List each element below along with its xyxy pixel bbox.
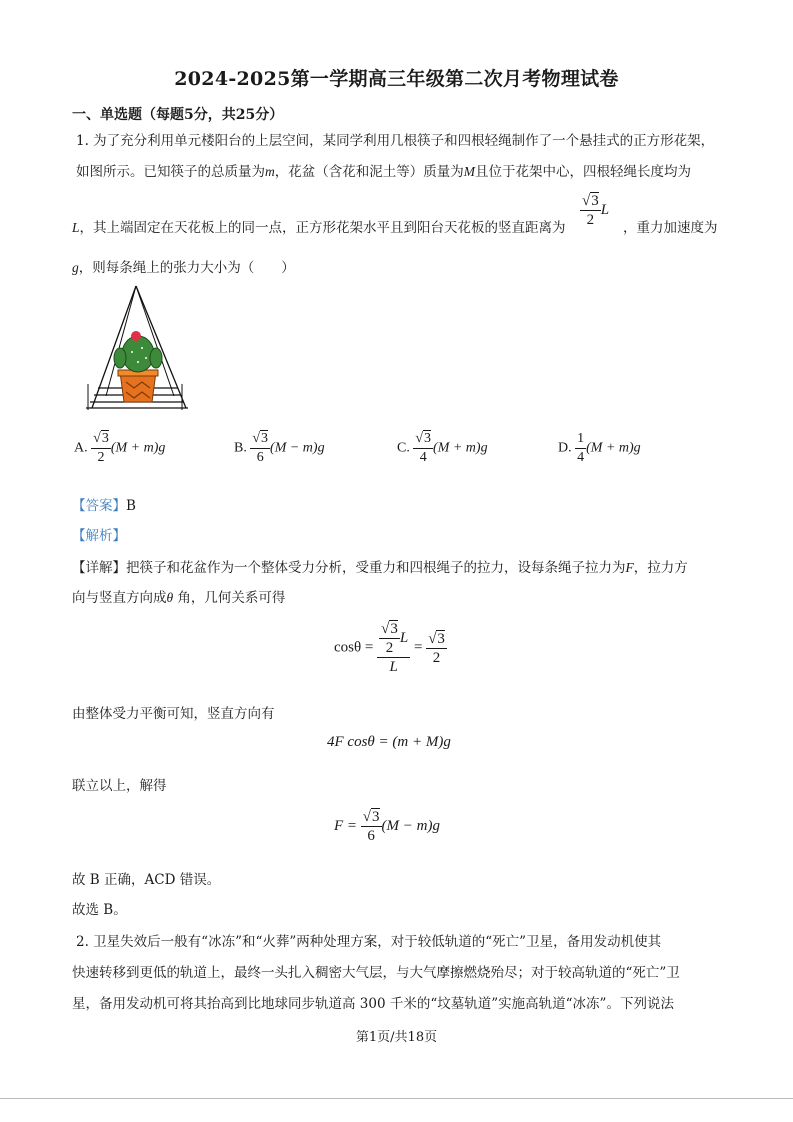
q1-line-3: L，其上端固定在天花板上的同一点，正方形花架水平且到阳台天花板的竖直距离为 — [72, 220, 566, 236]
detail-line-2: 向与竖直方向成θ 角，几何关系可得 — [72, 590, 286, 606]
detail-line-4: 联立以上，解得 — [72, 778, 167, 794]
detail-line-1: 【详解】把筷子和花盆作为一个整体受力分析，受重力和四根绳子的拉力，设每条绳子拉力为F，拉力方 — [72, 560, 688, 576]
option-a[interactable]: A. $\frac{√3}{2}$ (M + m)g — [74, 431, 166, 465]
equation-tension: F = $\frac{√3}{6}$ (M − m)g — [334, 809, 440, 844]
option-c[interactable]: C. $\frac{√3}{4}$ (M + m)g — [397, 431, 488, 465]
q1-line-3b: ，重力加速度为 — [623, 220, 718, 236]
page-title: 2024-2025第一学期高三年级第二次月考物理试卷 — [174, 68, 619, 90]
detail-line-6: 故选 B。 — [72, 902, 127, 918]
answer-line: 【答案】B — [72, 498, 136, 514]
equation-cos-theta: cosθ = $\frac{√3}{2}$ L L = $\frac{√3}{2}$ — [334, 621, 445, 675]
option-d[interactable]: D. $\frac{1}{4}$ (M + m)g — [558, 431, 641, 465]
equation-balance: 4F cosθ = (m + M)g — [327, 734, 451, 750]
hanging-flower-rack-figure — [82, 284, 192, 412]
q1-line-2: 如图所示。已知筷子的总质量为m，花盆（含花和泥土等）质量为M且位于花架中心，四根轻绳长度均为 — [76, 164, 691, 180]
section-heading: 一、单选题（每题5分，共25分） — [72, 107, 284, 123]
q1-height-fraction: $\frac{√3}{2}$ L — [582, 193, 610, 228]
q1-line-4: g，则每条绳上的张力大小为（ ） — [72, 260, 295, 276]
q1-line-1: 1. 为了充分利用单元楼阳台的上层空间，某同学利用几根筷子和四根轻绳制作了一个悬挂式的正方形花架， — [76, 133, 715, 149]
detail-line-3: 由整体受力平衡可知，竖直方向有 — [72, 706, 275, 722]
analysis-tag: 【解析】 — [72, 528, 126, 544]
detail-line-5: 故 B 正确，ACD 错误。 — [72, 872, 221, 888]
q2-line-1: 2. 卫星失效后一般有“冰冻”和“火葬”两种处理方案，对于较低轨道的“死亡”卫星，备用发动机使其 — [76, 934, 662, 950]
q2-line-3: 星，备用发动机可将其抬高到比地球同步轨道高 300 千米的“坟墓轨道”实施高轨道“冰冻”。下列说法 — [72, 996, 674, 1012]
bottom-divider — [0, 1098, 793, 1099]
q2-line-2: 快速转移到更低的轨道上，最终一头扎入稠密大气层，与大气摩擦燃烧殆尽；对于较高轨道的“死亡”卫 — [72, 965, 680, 981]
option-b[interactable]: B. $\frac{√3}{6}$ (M − m)g — [234, 431, 325, 465]
page-footer: 第1页/共18页 — [355, 1030, 438, 1045]
